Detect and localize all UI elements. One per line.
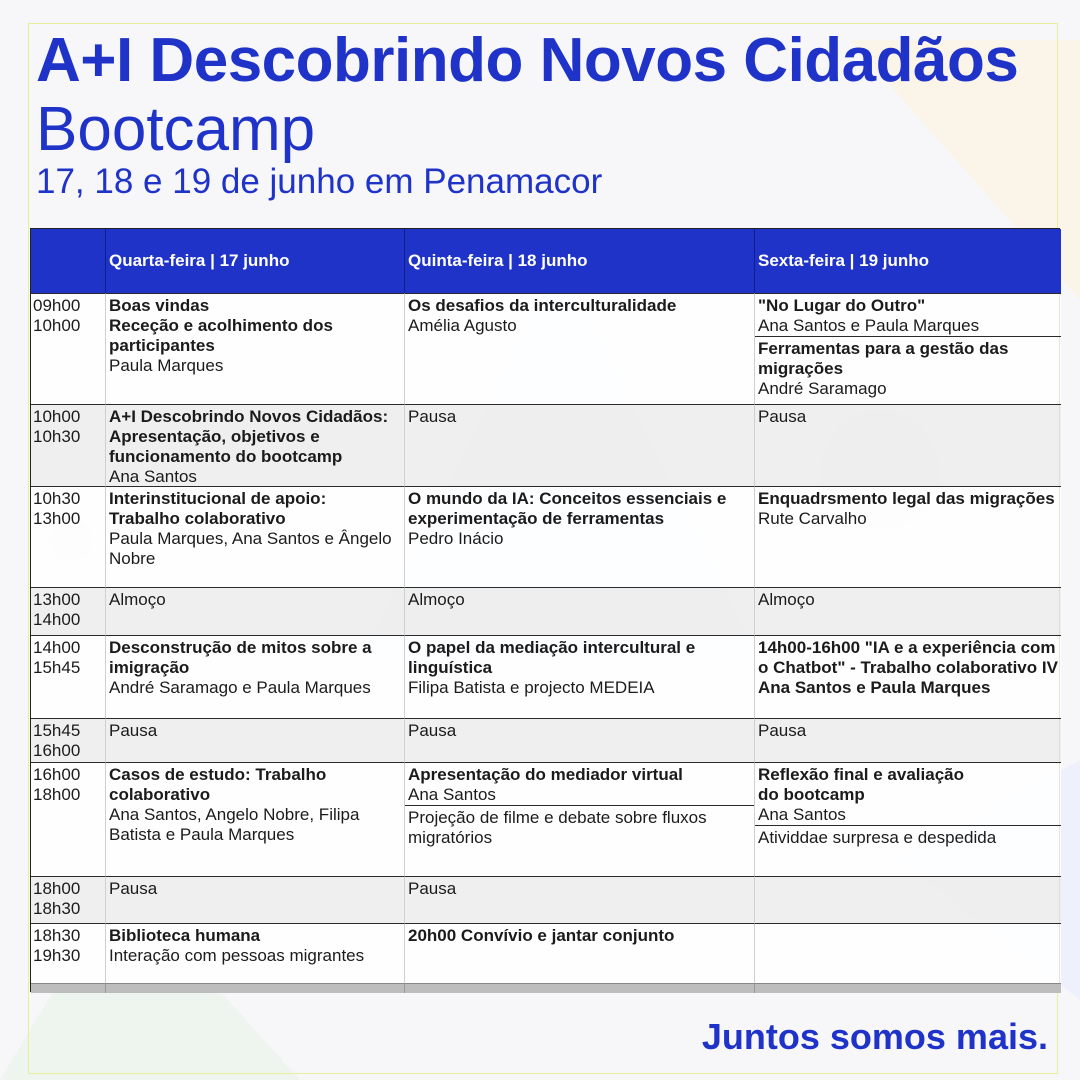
session-cell-thu	[404, 718, 754, 762]
session-cell-wed	[105, 404, 404, 486]
session-cell-wed	[105, 587, 404, 635]
session-speakers: Almoço	[109, 590, 166, 609]
tagline: Juntos somos mais.	[701, 1016, 1048, 1057]
event-dates: 17, 18 e 19 de junho em Penamacor	[36, 162, 603, 201]
schedule-table	[30, 228, 1060, 992]
session-cell-fri	[754, 486, 1061, 587]
session-speakers: Rute Carvalho	[758, 509, 867, 528]
end-time: 15h45	[33, 658, 81, 677]
time-slot	[31, 876, 105, 923]
session-cell-fri	[754, 635, 1061, 718]
time-slot	[31, 587, 105, 635]
session-speakers: André Saramago e Paula Marques	[109, 678, 371, 697]
session-cell-thu	[404, 762, 754, 876]
session-speakers: Pausa	[758, 721, 807, 740]
start-time: 18h30	[33, 926, 81, 945]
session-cell-fri	[754, 876, 1061, 923]
session-cell-fri	[754, 718, 1061, 762]
session-part	[755, 763, 1061, 825]
start-time: 16h00	[33, 765, 81, 784]
session-cell-wed	[105, 293, 404, 404]
end-time: 10h30	[33, 427, 81, 446]
session-speakers: Filipa Batista e projecto MEDEIA	[408, 678, 655, 697]
end-time: 19h30	[33, 946, 81, 965]
start-time: 10h00	[33, 407, 81, 426]
session-part	[405, 805, 754, 848]
table-footer-band	[404, 983, 754, 993]
start-time: 10h30	[33, 489, 81, 508]
session-speakers: Pausa	[408, 407, 457, 426]
session-title: Os desafios da interculturalidade	[408, 296, 677, 315]
start-time: 09h00	[33, 296, 81, 315]
start-time: 14h00	[33, 638, 81, 657]
session-speakers: Almoço	[758, 590, 815, 609]
end-time: 16h00	[33, 741, 81, 760]
start-time: 13h00	[33, 590, 81, 609]
session-title: Ferramentas para a gestão das migrações	[758, 339, 1009, 378]
end-time: 13h00	[33, 509, 81, 528]
start-time: 18h00	[33, 879, 81, 898]
time-slot	[31, 486, 105, 587]
session-speakers: Pausa	[109, 879, 158, 898]
session-cell-wed	[105, 486, 404, 587]
table-footer-band	[31, 983, 105, 993]
session-cell-thu	[404, 404, 754, 486]
session-cell-fri	[754, 762, 1061, 876]
time-slot	[31, 762, 105, 876]
session-title: Reflexão final e avaliação do bootcamp	[758, 765, 964, 804]
session-speakers: Pausa	[408, 721, 457, 740]
session-speakers: Ana Santos e Paula Marques	[758, 316, 980, 335]
session-cell-wed	[105, 923, 404, 983]
table-footer-band	[105, 983, 404, 993]
time-slot	[31, 635, 105, 718]
time-slot	[31, 923, 105, 983]
session-speakers: Pausa	[758, 407, 807, 426]
page-subtitle: Bootcamp	[36, 95, 316, 164]
session-speakers: Pedro Inácio	[408, 529, 504, 548]
session-cell-fri	[754, 923, 1061, 983]
session-title: A+I Descobrindo Novos Cidadãos: Apresentação, objetivos e funcionamento do bootcamp	[109, 407, 389, 466]
end-time: 18h30	[33, 899, 81, 918]
session-title: O mundo da IA: Conceitos essenciais e experimentação de ferramentas	[408, 489, 727, 528]
session-cell-fri	[754, 293, 1061, 404]
session-title: Apresentação do mediador virtual	[408, 765, 683, 784]
header-wednesday: Quarta-feira | 17 junho	[105, 229, 404, 293]
session-cell-thu	[404, 876, 754, 923]
session-cell-wed	[105, 635, 404, 718]
session-speakers: Paula Marques	[109, 356, 224, 375]
end-time: 18h00	[33, 785, 81, 804]
session-cell-fri	[754, 587, 1061, 635]
session-title: O papel da mediação intercultural e linguística	[408, 638, 696, 677]
session-title: 20h00 Convívio e jantar conjunto	[408, 926, 675, 945]
session-speakers: Interação com pessoas migrantes	[109, 946, 365, 965]
session-speakers: Ana Santos	[408, 785, 496, 804]
session-speakers: Ana Santos, Angelo Nobre, Filipa Batista e Paula Marques	[109, 805, 360, 844]
session-part	[755, 825, 1061, 848]
session-part	[405, 763, 754, 805]
session-cell-wed	[105, 876, 404, 923]
session-cell-wed	[105, 718, 404, 762]
header-time-column	[31, 229, 105, 293]
time-slot	[31, 293, 105, 404]
session-cell-thu	[404, 635, 754, 718]
session-speakers: Projeção de filme e debate sobre fluxos migratórios	[408, 808, 707, 847]
session-title: "No Lugar do Outro"	[758, 296, 926, 315]
session-speakers: Atividdae surpresa e despedida	[758, 828, 997, 847]
page-title: A+I Descobrindo Novos Cidadãos	[36, 26, 1019, 95]
session-speakers: Pausa	[109, 721, 158, 740]
start-time: 15h45	[33, 721, 81, 740]
session-title: Biblioteca humana	[109, 926, 261, 945]
session-title: 14h00-16h00 "IA e a experiência com o Chatbot" - Trabalho colaborativo IV Ana Santos e Paula Marques	[758, 638, 1058, 697]
session-speakers: Ana Santos	[109, 467, 197, 486]
session-title: Desconstrução de mitos sobre a imigração	[109, 638, 372, 677]
session-speakers: Amélia Agusto	[408, 316, 517, 335]
session-speakers: Almoço	[408, 590, 465, 609]
table-footer-band	[754, 983, 1061, 993]
session-speakers: Pausa	[408, 879, 457, 898]
end-time: 10h00	[33, 316, 81, 335]
session-cell-thu	[404, 486, 754, 587]
header-thursday: Quinta-feira | 18 junho	[404, 229, 754, 293]
session-cell-thu	[404, 923, 754, 983]
header-friday: Sexta-feira | 19 junho	[754, 229, 1061, 293]
session-cell-thu	[404, 587, 754, 635]
session-title: Boas vindas Receção e acolhimento dos participantes	[109, 296, 333, 355]
time-slot	[31, 718, 105, 762]
time-slot	[31, 404, 105, 486]
session-speakers: André Saramago	[758, 379, 887, 398]
session-speakers: Paula Marques, Ana Santos e Ângelo Nobre	[109, 529, 392, 568]
session-title: Enquadrsmento legal das migrações	[758, 489, 1055, 508]
session-title: Interinstitucional de apoio: Trabalho colaborativo	[109, 489, 327, 528]
end-time: 14h00	[33, 610, 81, 629]
session-speakers: Ana Santos	[758, 805, 846, 824]
session-cell-fri	[754, 404, 1061, 486]
session-part	[755, 336, 1061, 399]
session-cell-thu	[404, 293, 754, 404]
session-part	[755, 294, 1061, 336]
session-cell-wed	[105, 762, 404, 876]
session-title: Casos de estudo: Trabalho colaborativo	[109, 765, 327, 804]
